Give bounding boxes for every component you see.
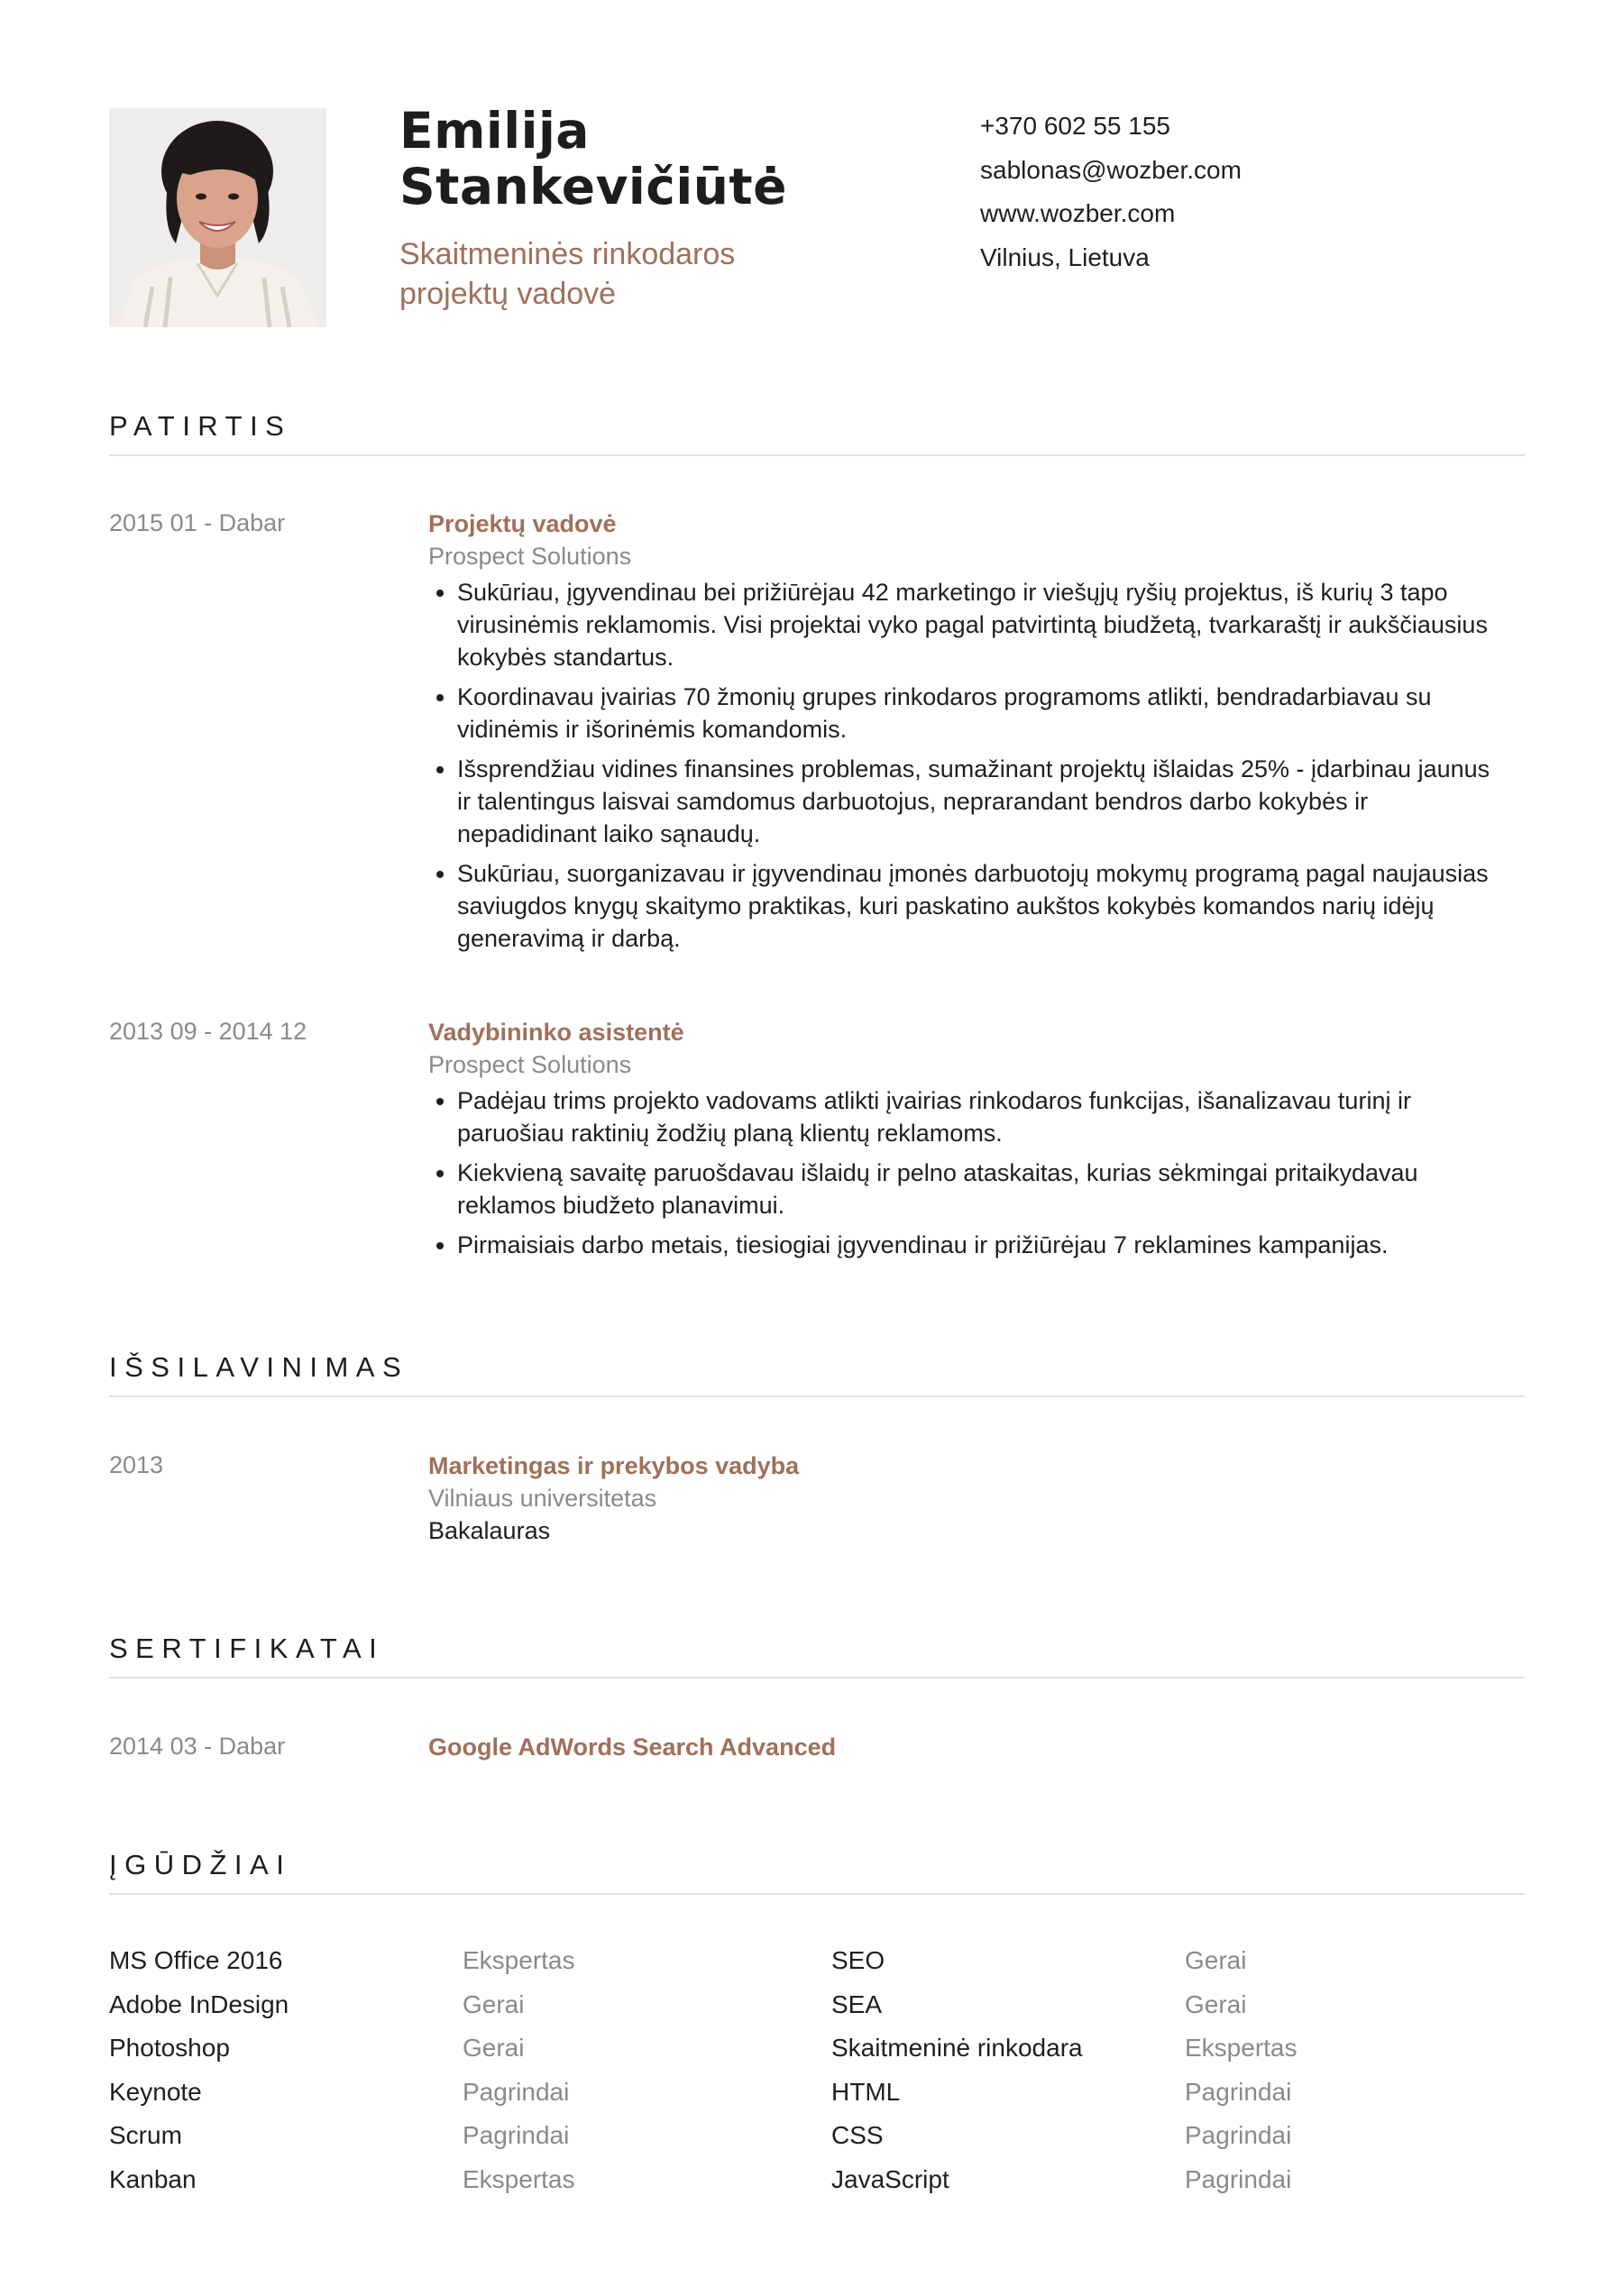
skill-level: Gerai [1185, 1990, 1247, 2018]
job-date: 2015 01 - Dabar [109, 509, 286, 536]
name-last: Stankevičiūtė [399, 158, 787, 215]
section-divider [109, 1395, 1525, 1397]
job-bullets [428, 576, 1501, 955]
skill-name: CSS [831, 2121, 884, 2149]
job-position: Projektų vadovė [428, 510, 617, 537]
job-title [399, 234, 832, 314]
job-bullets [428, 1084, 1501, 1261]
skill-level: Pagrindai [1185, 2121, 1292, 2149]
list-item: • Pirmaisiais darbo metais, tiesiogiai įgyvendinau ir prižiūrėjau 7 reklamines kampanijas. [457, 1229, 1501, 1261]
section-title-experience: PATIRTIS [109, 410, 292, 442]
skill-level: Ekspertas [1185, 2034, 1297, 2062]
skill-name: Skaitmeninė rinkodara [831, 2034, 1083, 2062]
certificate-entry [428, 1731, 1501, 1763]
certificate-date: 2014 03 - Dabar [109, 1733, 286, 1760]
skill-level: Pagrindai [1185, 2077, 1292, 2106]
name-first: Emilija [399, 102, 590, 160]
skill-name: Adobe InDesign [109, 1990, 289, 2018]
section-title-skills: ĮGŪDŽIAI [109, 1849, 292, 1880]
job-title-line2: projektų vadovė [399, 277, 617, 311]
skill-name: SEA [831, 1990, 883, 2018]
section-title-education: IŠSILAVINIMAS [109, 1351, 409, 1383]
profile-photo [109, 108, 326, 327]
contact-phone: +370 602 55 155 [980, 112, 1170, 140]
job-company: Prospect Solutions [428, 543, 632, 570]
section-title-certificates: SERTIFIKATAI [109, 1633, 385, 1664]
job-company: Prospect Solutions [428, 1051, 632, 1078]
skill-level: Ekspertas [463, 1946, 575, 1974]
skill-level: Pagrindai [1185, 2164, 1292, 2193]
list-item: • Sukūriau, įgyvendinau bei prižiūrėjau 42 marketingo ir viešųjų ryšių projektus, iš kurių 3 tapo virusinėmis reklamomis. Visi projektai vyko pagal patvirtintą biudžetą, tvarkaraštį ir aukščiausius kokybės standartus. [457, 576, 1501, 673]
list-item: • Padėjau trims projekto vadovams atlikti įvairias rinkodaros funkcijas, išanalizavau turinį ir paruošiau raktinių žodžių planą klientų reklamoms. [457, 1084, 1501, 1149]
section-divider [109, 454, 1525, 456]
list-item: • Sukūriau, suorganizavau ir įgyvendinau įmonės darbuotojų mokymų programą pagal naujausias saviugdos knygų skaitymo praktikas, kuri paskatino aukštos kokybės komandos narių idėjų generavimą ir darbą. [457, 857, 1501, 955]
skill-level: Gerai [1185, 1946, 1247, 1974]
list-item: • Koordinavau įvairias 70 žmonių grupes rinkodaros programoms atlikti, bendradarbiavau su vidinėmis ir išorinėmis komandomis. [457, 681, 1501, 746]
contact-location: Vilnius, Lietuva [980, 242, 1150, 271]
job-date: 2013 09 - 2014 12 [109, 1018, 307, 1045]
list-item: • Kiekvieną savaitę paruošdavau išlaidų ir pelno ataskaitas, kurias sėkmingai pritaikydavau reklamos biudžeto planavimui. [457, 1157, 1501, 1221]
education-school: Vilniaus universitetas [428, 1485, 657, 1512]
skill-level: Ekspertas [463, 2164, 575, 2193]
contact-info [980, 105, 1485, 279]
list-item: • Išsprendžiau vidines finansines problemas, sumažinant projektų išlaidas 25% - įdarbinau jaunus ir talentingus laisvai samdomus darbuotojus, neprarandant bendros darbo kokybės ir nepadidinant laiko sąnaudų. [457, 753, 1501, 850]
skill-level: Pagrindai [463, 2077, 570, 2106]
contact-website: www.wozber.com [980, 199, 1176, 227]
skill-name: HTML [831, 2077, 901, 2106]
job-position: Vadybininko asistentė [428, 1019, 684, 1046]
skill-level: Gerai [463, 2034, 525, 2062]
skill-name: JavaScript [831, 2164, 949, 2193]
skill-level: Gerai [463, 1990, 525, 2018]
skill-name: Scrum [109, 2121, 182, 2149]
education-level: Bakalauras [428, 1517, 551, 1544]
job-entry [428, 1016, 1501, 1268]
job-entry [428, 508, 1501, 962]
education-degree: Marketingas ir prekybos vadyba [428, 1452, 800, 1479]
section-divider [109, 1677, 1525, 1679]
skill-name: MS Office 2016 [109, 1946, 283, 1974]
certificate-name: Google AdWords Search Advanced [428, 1733, 837, 1761]
skill-name: Keynote [109, 2077, 202, 2106]
section-divider [109, 1893, 1525, 1895]
full-name [399, 103, 904, 215]
job-title-line1: Skaitmeninės rinkodaros [399, 237, 736, 271]
education-entry [428, 1450, 1501, 1547]
skill-level: Pagrindai [463, 2121, 570, 2149]
skill-name: Photoshop [109, 2034, 230, 2062]
skill-name: Kanban [109, 2164, 197, 2193]
contact-email: sablonas@wozber.com [980, 155, 1242, 184]
skill-name: SEO [831, 1946, 885, 1974]
education-date: 2013 [109, 1451, 164, 1478]
